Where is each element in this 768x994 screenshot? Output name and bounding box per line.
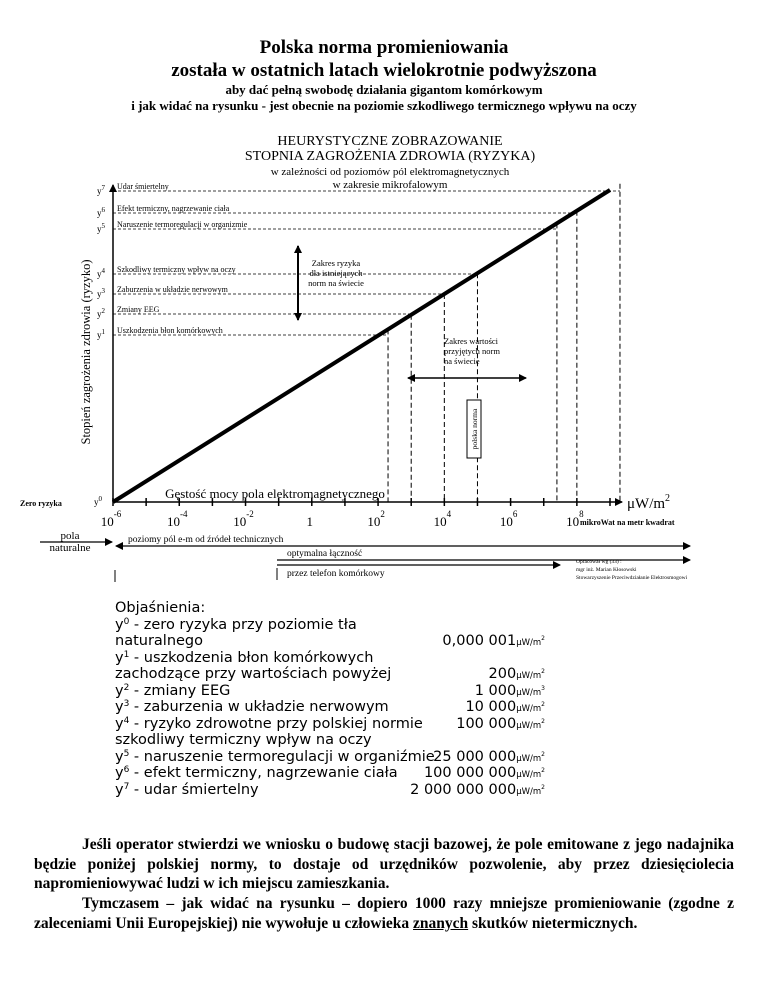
legend-row-label: $y^6$ - efekt termiczny, nagrzewanie ciała: [115, 765, 398, 781]
title-line-2: została w ostatnich latach wielokrotnie podwyższona: [171, 60, 597, 81]
legend-row: [115, 699, 545, 716]
x-unit: $\mu W/m^2$: [627, 493, 671, 512]
legend-row-value: 0,000 $001\mu W/m^2$: [442, 633, 545, 649]
credit-note: [576, 558, 688, 581]
legend-row-value: 25 000 $000\mu W/m^2$: [433, 748, 545, 765]
y-level-label: $y^4$: [97, 267, 105, 279]
legend-row-label: naturalnego: [115, 633, 204, 649]
legend-row: [115, 765, 545, 782]
paragraph-2-text: Tymczasem – jak widać na rysunku – dopiero 1000 razy mniejsze promieniowanie (zgodne z zaleceniami Unii Europejskiej) nie wywołuje u człowieka: [34, 895, 734, 932]
legend-row-label: $y^5$ - naruszenie termoregulacji w organiźmie: [115, 748, 435, 765]
legend-row: [115, 781, 545, 799]
chart-title-line-1: HEURYSTYCZNE ZOBRAZOWANIE: [277, 134, 503, 149]
threshold-drop-lines: [388, 184, 620, 502]
y-axis-label: Stopień zagrożenia zdrowia (ryzyko): [79, 259, 93, 445]
legend-row-label: zachodzące przy wartościach powyżej: [115, 666, 392, 682]
legend-row: [115, 650, 535, 667]
legend-row-value: 1 $000\mu W/m^3$: [474, 682, 545, 699]
svg-text:mgr inż. Marian Kłosowski: mgr inż. Marian Kłosowski: [576, 567, 637, 573]
document-subtitle: [0, 82, 768, 114]
y-level-text: Naruszenie termoregulacji w organizmie: [117, 220, 248, 229]
legend-row-label: $y^1$ - uszkodzenia błon komórkowych: [115, 649, 374, 666]
legend-rows: [115, 616, 545, 799]
subtitle-line-2: i jak widać na rysunku - jest obecnie na poziomie szkodliwego termicznego wpływu na oczy: [131, 98, 637, 113]
legend: [115, 600, 545, 798]
x-tick-label: $10^8$: [566, 509, 584, 529]
y-level-text: Efekt termiczny, nagrzewanie ciała: [117, 204, 230, 213]
x-tick-label: $10^{-2}$: [233, 509, 254, 529]
polish-norm-label: polska norma: [470, 408, 479, 450]
risk-line: [113, 190, 610, 502]
legend-row-label: $y^4$ - ryzyko zdrowotne przy polskiej normie: [115, 715, 423, 732]
x-tick-label: $10^{-4}$: [167, 509, 188, 529]
chart-title-line-2: STOPNIA ZAGROŻENIA ZDROWIA (RYZYKA): [244, 149, 536, 164]
technical-fields-label: poziomy pól e-m od źródeł technicznych: [128, 535, 284, 545]
legend-row-label: $y^7$ - udar śmiertelny: [115, 781, 259, 798]
legend-row: [115, 715, 545, 733]
y-level-label: $y^3$: [97, 287, 105, 299]
y-level-text: Zero ryzyka: [20, 499, 62, 508]
svg-text:pola: pola: [60, 530, 80, 542]
norms-range-note-1: Zakres wartości: [444, 336, 499, 346]
legend-row: [115, 748, 545, 766]
x-tick-label: $10^2$: [367, 509, 385, 529]
risk-chart: [0, 130, 768, 600]
legend-row-value: 10 $000\mu W/m^2$: [465, 699, 545, 715]
legend-row: [115, 682, 545, 700]
risk-range-note-2: dla istniejących: [309, 268, 363, 278]
svg-text:Stowarzyszenie Przeciwdziałani: Stowarzyszenie Przeciwdziałanie Elektrosmogowi: [576, 575, 688, 581]
legend-title: Objaśnienia:: [115, 600, 206, 616]
legend-row: [115, 732, 535, 749]
legend-row-value: 100 $000\mu W/m^2$: [456, 715, 545, 732]
y-level-label: $y^7$: [97, 184, 105, 196]
x-tick-label: $10^6$: [499, 509, 518, 529]
subtitle-line-1: aby dać pełną swobodę działania gigantom komórkowym: [225, 82, 543, 97]
paragraph-1: [34, 835, 734, 894]
risk-range-note-1: Zakres ryzyka: [311, 258, 361, 268]
title-line-1: Polska norma promieniowania: [259, 37, 509, 58]
legend-row: [115, 633, 545, 650]
underlined-word: znanych: [413, 914, 469, 932]
legend-row-value: 100 000 $000\mu W/m^2$: [423, 765, 545, 781]
legend-row-value: $200\mu W/m^2$: [488, 666, 545, 682]
y-level-text: Udar śmiertelny: [117, 182, 169, 191]
x-tick-label: $10^{-6}$: [100, 509, 122, 529]
chart-subtitle-line-2: w zakresie mikrofalowym: [332, 179, 448, 191]
y-levels: [20, 182, 620, 508]
x-tick-label: 1: [306, 514, 314, 529]
paragraph-1-text: Jeśli operator stwierdzi we wniosku o budowę stacji bazowej, że pole emitowane z jego nadajnika będzie poniżej polskiej normy, to dostaje od urzędników pozwolenie, aby przez dziesięciolecia napromieniowywać ludzi w ich miejscu zamieszkania.: [34, 836, 734, 892]
norms-range-note-2: przyjętych norm: [444, 346, 500, 356]
x-unit-description: mikroWat na metr kwadrat: [580, 518, 675, 527]
legend-row-label: $y^2$ - zmiany EEG: [115, 682, 231, 699]
legend-row-label: szkodliwy termiczny wpływ na oczy: [115, 732, 372, 748]
y-level-label: $y^2$: [97, 307, 105, 319]
y-level-text: Zmiany EEG: [117, 305, 160, 314]
svg-text:naturalne: naturalne: [49, 542, 91, 554]
svg-text:Opracował wg (33) :: Opracował wg (33) :: [576, 559, 622, 565]
y-level-label: $y^0$: [94, 495, 102, 507]
optimal-connection-label: optymalna łączność: [287, 549, 363, 559]
legend-row-label: $y^0$ - zero ryzyka przy poziomie tła: [115, 616, 357, 633]
risk-range-note-3: norm na świecie: [308, 278, 364, 288]
legend-row-value: 2 000 000 $000\mu W/m^2$: [410, 781, 545, 798]
y-level-text: Szkodliwy termiczny wpływ na oczy: [117, 265, 236, 274]
paragraph-2: [34, 894, 734, 933]
norms-range-note-3: na świecie: [444, 356, 480, 366]
y-level-label: $y^5$: [97, 222, 105, 234]
chart-subtitle-line-1: w zależności od poziomów pól elektromagnetycznych: [270, 166, 510, 178]
phone-range-label: przez telefon komórkowy: [287, 569, 385, 579]
document-title: [0, 36, 768, 82]
legend-row: [115, 617, 535, 634]
paragraph-2-end: skutków nietermicznych.: [468, 914, 638, 932]
y-level-label: $y^6$: [97, 206, 105, 218]
y-level-label: $y^1$: [97, 328, 105, 340]
chart-titles: [245, 134, 536, 191]
y-level-text: Zaburzenia w układzie nerwowym: [117, 285, 228, 294]
y-level-text: Uszkodzenia błon komórkowych: [117, 326, 223, 335]
x-tick-label: $10^4$: [433, 509, 452, 529]
legend-row-label: $y^3$ - zaburzenia w układzie nerwowym: [115, 699, 389, 715]
legend-row: [115, 666, 545, 683]
x-axis-label: Gęstość mocy pola elektromagnetycznego: [165, 486, 385, 501]
